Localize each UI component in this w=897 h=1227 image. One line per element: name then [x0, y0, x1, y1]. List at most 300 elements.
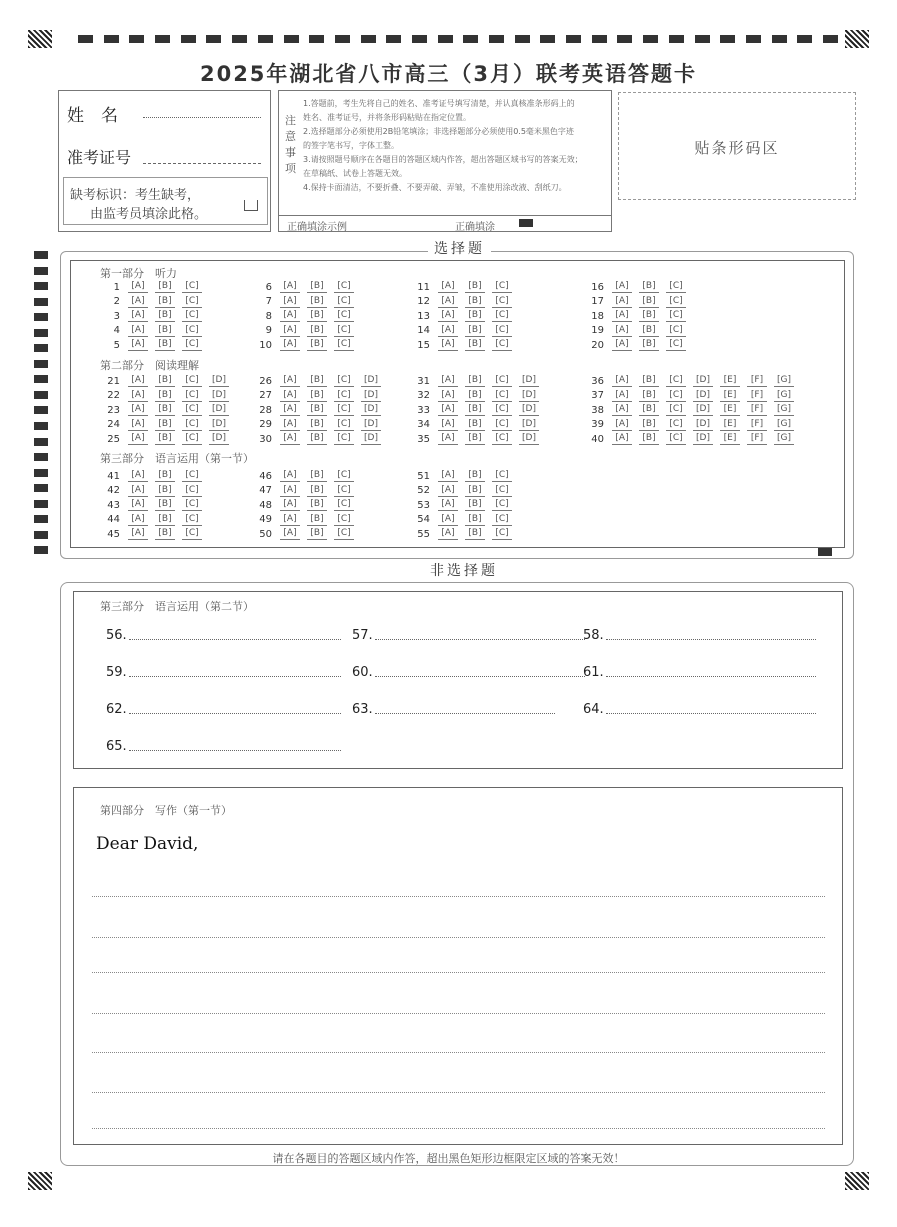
answer-bubble[interactable]: [A] — [438, 390, 458, 402]
answer-bubble[interactable]: [B] — [639, 419, 659, 431]
answer-bubble[interactable]: [A] — [438, 325, 458, 337]
answer-bubble[interactable]: [B] — [307, 339, 327, 351]
question-number: 42 — [107, 485, 120, 496]
answer-bubble[interactable]: [C] — [492, 404, 512, 416]
answer-bubble[interactable]: [A] — [438, 310, 458, 322]
blank-line — [606, 638, 816, 640]
answer-row — [100, 484, 209, 498]
answer-bubble[interactable]: [B] — [307, 390, 327, 402]
barcode-area — [618, 92, 856, 200]
answer-bubble[interactable]: [B] — [639, 375, 659, 387]
answer-bubble[interactable]: [C] — [492, 419, 512, 431]
answer-bubble[interactable]: [A] — [128, 339, 148, 351]
answer-bubble[interactable]: [C] — [492, 310, 512, 322]
answer-bubble[interactable]: [A] — [438, 296, 458, 308]
answer-bubble[interactable]: [B] — [307, 470, 327, 482]
answer-bubble[interactable]: [C] — [492, 390, 512, 402]
answer-bubble[interactable]: [E] — [720, 433, 740, 445]
answer-bubble[interactable]: [C] — [666, 281, 686, 293]
answer-bubble[interactable]: [A] — [280, 433, 300, 445]
answer-bubble[interactable]: [C] — [666, 404, 686, 416]
answer-bubble[interactable]: [A] — [438, 339, 458, 351]
question-number: 5 — [113, 339, 120, 351]
answer-bubble[interactable]: [B] — [307, 499, 327, 511]
question-number: 9 — [265, 325, 272, 336]
answer-row — [100, 280, 209, 294]
answer-bubble[interactable]: [B] — [465, 310, 485, 322]
answer-bubble[interactable]: [C] — [182, 310, 202, 322]
answer-bubble[interactable]: [A] — [128, 325, 148, 337]
answer-bubble[interactable]: [F] — [747, 390, 767, 402]
answer-bubble[interactable]: [A] — [128, 485, 148, 497]
answer-bubble[interactable]: [A] — [438, 485, 458, 497]
question-number: 19 — [591, 325, 604, 336]
answer-bubble[interactable]: [A] — [280, 485, 300, 497]
answer-bubble[interactable]: [D] — [693, 419, 713, 431]
blank-number: 63. — [352, 702, 373, 717]
answer-bubble[interactable]: [A] — [128, 499, 148, 511]
answer-bubble[interactable]: [A] — [612, 419, 632, 431]
answer-bubble[interactable]: [C] — [492, 470, 512, 482]
part4-title: 第四部分 写作（第一节） — [100, 804, 232, 817]
question-number: 27 — [259, 390, 272, 401]
answer-bubble[interactable]: [A] — [128, 390, 148, 402]
blank-answer-56[interactable] — [106, 628, 341, 643]
answer-bubble[interactable]: [C] — [492, 281, 512, 293]
answer-row — [410, 280, 519, 294]
answer-bubble[interactable]: [D] — [361, 375, 381, 387]
blank-answer-64[interactable] — [583, 702, 816, 717]
answer-bubble[interactable]: [C] — [492, 433, 512, 445]
answer-bubble[interactable]: [A] — [280, 499, 300, 511]
answer-bubble[interactable]: [B] — [307, 514, 327, 526]
answer-bubble[interactable]: [D] — [693, 390, 713, 402]
answer-bubble[interactable]: [A] — [280, 470, 300, 482]
candidate-info-box — [58, 90, 271, 232]
answer-bubble[interactable]: [A] — [280, 419, 300, 431]
answer-bubble[interactable]: [B] — [155, 514, 175, 526]
answer-bubble[interactable]: [C] — [182, 514, 202, 526]
answer-bubble[interactable]: [B] — [465, 296, 485, 308]
answer-bubble[interactable]: [C] — [666, 419, 686, 431]
answer-bubble[interactable]: [C] — [492, 499, 512, 511]
question-number: 43 — [107, 499, 120, 511]
blank-line — [129, 675, 341, 677]
answer-bubble[interactable]: [A] — [612, 390, 632, 402]
writing-line[interactable] — [92, 1052, 825, 1053]
answer-bubble[interactable]: [A] — [280, 310, 300, 322]
answer-bubble[interactable]: [A] — [128, 419, 148, 431]
answer-bubble[interactable]: [D] — [209, 404, 229, 416]
notice-line: 4.保持卡面清洁，不要折叠、不要弄破、弄皱，不准使用涂改液、刮纸刀。 — [303, 183, 567, 192]
answer-bubble[interactable]: [F] — [747, 375, 767, 387]
answer-bubble[interactable]: [B] — [639, 296, 659, 308]
exam-id-field[interactable] — [143, 163, 261, 164]
answer-bubble[interactable]: [E] — [720, 375, 740, 387]
answer-bubble[interactable]: [B] — [307, 485, 327, 497]
answer-row — [584, 374, 801, 388]
answer-bubble[interactable]: [A] — [438, 470, 458, 482]
answer-bubble[interactable]: [C] — [492, 485, 512, 497]
answer-bubble[interactable]: [D] — [209, 390, 229, 402]
blank-number: 65. — [106, 739, 127, 754]
answer-bubble[interactable]: [B] — [639, 404, 659, 416]
answer-bubble[interactable]: [A] — [280, 325, 300, 337]
blank-answer-57[interactable] — [352, 628, 585, 643]
answer-bubble[interactable]: [D] — [361, 419, 381, 431]
name-field[interactable] — [143, 117, 261, 118]
answer-row — [100, 324, 209, 338]
answer-bubble[interactable]: [A] — [438, 419, 458, 431]
answer-bubble[interactable]: [G] — [774, 419, 794, 431]
answer-bubble[interactable]: [A] — [128, 296, 148, 308]
answer-bubble[interactable]: [B] — [639, 310, 659, 322]
answer-bubble[interactable]: [A] — [128, 310, 148, 322]
answer-bubble[interactable]: [B] — [465, 375, 485, 387]
fill-example-mark — [519, 219, 533, 227]
timing-mark — [592, 35, 607, 43]
answer-row — [410, 374, 546, 388]
writing-line[interactable] — [92, 1013, 825, 1014]
answer-bubble[interactable]: [B] — [155, 325, 175, 337]
answer-bubble[interactable]: [B] — [639, 390, 659, 402]
timing-mark — [463, 35, 478, 43]
answer-bubble[interactable]: [C] — [492, 325, 512, 337]
answer-bubble[interactable]: [B] — [155, 470, 175, 482]
answer-bubble[interactable]: [C] — [334, 325, 354, 337]
answer-bubble[interactable]: [C] — [334, 339, 354, 351]
answer-bubble[interactable]: [C] — [666, 433, 686, 445]
answer-bubble[interactable]: [B] — [307, 419, 327, 431]
answer-row — [410, 324, 519, 338]
answer-bubble[interactable]: [D] — [519, 390, 539, 402]
answer-bubble[interactable]: [D] — [693, 433, 713, 445]
answer-bubble[interactable]: [B] — [307, 404, 327, 416]
answer-bubble[interactable]: [B] — [639, 339, 659, 351]
answer-bubble[interactable]: [G] — [774, 404, 794, 416]
answer-bubble[interactable]: [C] — [492, 375, 512, 387]
notice-text — [303, 97, 606, 195]
answer-bubble[interactable]: [B] — [465, 528, 485, 540]
answer-bubble[interactable]: [A] — [280, 390, 300, 402]
answer-bubble[interactable]: [B] — [307, 528, 327, 540]
answer-bubble[interactable]: [B] — [155, 419, 175, 431]
answer-bubble[interactable]: [A] — [280, 404, 300, 416]
answer-bubble[interactable]: [B] — [307, 375, 327, 387]
answer-bubble[interactable]: [C] — [334, 433, 354, 445]
answer-bubble[interactable]: [B] — [155, 375, 175, 387]
answer-row — [100, 498, 209, 512]
question-number: 14 — [417, 325, 430, 336]
answer-bubble[interactable]: [C] — [666, 296, 686, 308]
answer-row — [252, 432, 388, 446]
answer-bubble[interactable]: [E] — [720, 419, 740, 431]
answer-bubble[interactable]: [A] — [280, 296, 300, 308]
answer-bubble[interactable]: [C] — [334, 390, 354, 402]
answer-bubble[interactable]: [B] — [639, 325, 659, 337]
question-number: 17 — [591, 296, 604, 307]
answer-bubble[interactable]: [B] — [307, 281, 327, 293]
answer-bubble[interactable]: [C] — [182, 339, 202, 351]
writing-line[interactable] — [92, 972, 825, 973]
answer-bubble[interactable]: [C] — [666, 339, 686, 351]
blank-answer-65[interactable] — [106, 739, 341, 754]
answer-bubble[interactable]: [C] — [492, 339, 512, 351]
answer-bubble[interactable]: [G] — [774, 375, 794, 387]
answer-bubble[interactable]: [A] — [612, 339, 632, 351]
answer-bubble[interactable]: [A] — [438, 514, 458, 526]
answer-bubble[interactable]: [C] — [334, 281, 354, 293]
answer-bubble[interactable]: [C] — [334, 470, 354, 482]
answer-bubble[interactable]: [C] — [334, 485, 354, 497]
answer-bubble[interactable]: [B] — [155, 499, 175, 511]
answer-bubble[interactable]: [B] — [307, 325, 327, 337]
answer-row — [252, 280, 361, 294]
question-number: 23 — [107, 404, 120, 416]
question-number: 2 — [113, 296, 120, 307]
timing-mark — [34, 469, 48, 477]
timing-mark — [540, 35, 555, 43]
answer-bubble[interactable]: [B] — [155, 281, 175, 293]
answer-bubble[interactable]: [B] — [465, 499, 485, 511]
question-number: 53 — [417, 499, 430, 511]
blank-line — [375, 638, 585, 640]
answer-bubble[interactable]: [A] — [438, 499, 458, 511]
timing-mark — [720, 35, 735, 43]
answer-row — [410, 469, 519, 483]
timing-mark — [34, 267, 48, 275]
answer-bubble[interactable]: [C] — [182, 296, 202, 308]
timing-mark — [284, 35, 299, 43]
answer-bubble[interactable]: [B] — [155, 339, 175, 351]
answer-bubble[interactable]: [E] — [720, 390, 740, 402]
answer-row — [584, 338, 693, 352]
answer-bubble[interactable]: [A] — [128, 404, 148, 416]
subjective-section-title: 非选择题 — [424, 560, 504, 580]
question-number: 45 — [107, 528, 120, 540]
blank-answer-61[interactable] — [583, 665, 816, 680]
answer-bubble[interactable]: [C] — [334, 419, 354, 431]
answer-bubble[interactable]: [B] — [465, 419, 485, 431]
answer-bubble[interactable]: [B] — [155, 390, 175, 402]
answer-bubble[interactable]: [C] — [182, 404, 202, 416]
answer-bubble[interactable]: [D] — [361, 404, 381, 416]
answer-bubble[interactable]: [A] — [612, 281, 632, 293]
answer-bubble[interactable]: [A] — [280, 339, 300, 351]
blank-answer-63[interactable] — [352, 702, 555, 717]
blank-answer-58[interactable] — [583, 628, 816, 643]
answer-bubble[interactable]: [A] — [128, 433, 148, 445]
answer-bubble[interactable]: [B] — [465, 390, 485, 402]
absence-note-line1: 缺考标识：考生缺考， — [70, 188, 201, 203]
answer-bubble[interactable]: [B] — [465, 433, 485, 445]
answer-bubble[interactable]: [A] — [438, 528, 458, 540]
answer-bubble[interactable]: [D] — [519, 404, 539, 416]
answer-bubble[interactable]: [C] — [182, 419, 202, 431]
answer-bubble[interactable]: [B] — [465, 404, 485, 416]
answer-bubble[interactable]: [A] — [280, 514, 300, 526]
answer-bubble[interactable]: [A] — [612, 433, 632, 445]
answer-bubble[interactable]: [C] — [182, 433, 202, 445]
answer-bubble[interactable]: [F] — [747, 404, 767, 416]
answer-bubble[interactable]: [D] — [519, 433, 539, 445]
answer-bubble[interactable]: [C] — [492, 514, 512, 526]
answer-bubble[interactable]: [A] — [128, 470, 148, 482]
notice-line: 2.选择题部分必须使用2B铅笔填涂；非选择题部分必须使用0.5毫米黑色字迹 — [303, 127, 574, 136]
writing-line[interactable] — [92, 937, 825, 938]
answer-bubble[interactable]: [D] — [361, 390, 381, 402]
blank-answer-59[interactable] — [106, 665, 341, 680]
answer-row — [410, 418, 546, 432]
answer-row — [100, 389, 236, 403]
answer-bubble[interactable]: [C] — [182, 390, 202, 402]
writing-line[interactable] — [92, 1092, 825, 1093]
timing-mark — [34, 329, 48, 337]
answer-bubble[interactable]: [B] — [639, 281, 659, 293]
answer-bubble[interactable]: [C] — [334, 310, 354, 322]
timing-mark — [34, 484, 48, 492]
answer-bubble[interactable]: [B] — [155, 404, 175, 416]
writing-line[interactable] — [92, 1128, 825, 1129]
registration-mark-top-left — [28, 30, 52, 48]
answer-bubble[interactable]: [C] — [492, 296, 512, 308]
answer-bubble[interactable]: [B] — [307, 433, 327, 445]
answer-bubble[interactable]: [A] — [438, 281, 458, 293]
answer-bubble[interactable]: [C] — [182, 325, 202, 337]
question-number: 26 — [259, 375, 272, 387]
barcode-label: 贴条形码区 — [694, 139, 780, 157]
answer-bubble[interactable]: [A] — [438, 404, 458, 416]
answer-bubble[interactable]: [A] — [128, 281, 148, 293]
answer-bubble[interactable]: [A] — [128, 375, 148, 387]
answer-bubble[interactable]: [B] — [465, 470, 485, 482]
answer-bubble[interactable]: [D] — [693, 375, 713, 387]
answer-bubble[interactable]: [G] — [774, 390, 794, 402]
answer-row — [252, 389, 388, 403]
answer-bubble[interactable]: [C] — [182, 499, 202, 511]
writing-line[interactable] — [92, 896, 825, 897]
answer-bubble[interactable]: [C] — [334, 514, 354, 526]
question-number: 54 — [417, 514, 430, 525]
blank-line — [129, 638, 341, 640]
answer-bubble[interactable]: [C] — [182, 485, 202, 497]
answer-bubble[interactable]: [B] — [155, 433, 175, 445]
answer-bubble[interactable]: [B] — [465, 485, 485, 497]
answer-bubble[interactable]: [A] — [612, 375, 632, 387]
answer-bubble[interactable]: [C] — [182, 470, 202, 482]
answer-bubble[interactable]: [C] — [334, 499, 354, 511]
timing-mark — [34, 515, 48, 523]
timing-mark — [34, 500, 48, 508]
notice-box — [278, 90, 612, 232]
answer-bubble[interactable]: [G] — [774, 433, 794, 445]
answer-bubble[interactable]: [B] — [307, 310, 327, 322]
answer-bubble[interactable]: [A] — [280, 375, 300, 387]
blank-answer-62[interactable] — [106, 702, 341, 717]
answer-bubble[interactable]: [D] — [519, 375, 539, 387]
answer-row — [252, 527, 361, 541]
question-number: 32 — [417, 390, 430, 401]
answer-bubble[interactable]: [B] — [465, 325, 485, 337]
timing-mark — [34, 546, 48, 554]
question-number: 22 — [107, 390, 120, 401]
answer-bubble[interactable]: [E] — [720, 404, 740, 416]
answer-bubble[interactable]: [A] — [128, 528, 148, 540]
answer-row — [100, 309, 209, 323]
answer-bubble[interactable]: [F] — [747, 419, 767, 431]
answer-bubble[interactable]: [C] — [666, 375, 686, 387]
answer-bubble[interactable]: [D] — [693, 404, 713, 416]
answer-bubble[interactable]: [A] — [612, 404, 632, 416]
notice-line: 的签字笔书写，字体工整。 — [303, 141, 399, 150]
question-number: 52 — [417, 485, 430, 496]
answer-bubble[interactable]: [A] — [612, 296, 632, 308]
timing-mark — [489, 35, 504, 43]
answer-bubble[interactable]: [D] — [209, 433, 229, 445]
notice-side-label: 注意事项 — [285, 114, 296, 175]
answer-bubble[interactable]: [A] — [612, 310, 632, 322]
answer-bubble[interactable]: [C] — [182, 281, 202, 293]
answer-bubble[interactable]: [C] — [334, 375, 354, 387]
timing-mark — [34, 406, 48, 414]
answer-bubble[interactable]: [B] — [465, 339, 485, 351]
answer-bubble[interactable]: [C] — [492, 528, 512, 540]
timing-mark — [823, 35, 838, 43]
answer-bubble[interactable]: [C] — [666, 325, 686, 337]
answer-row — [584, 295, 693, 309]
answer-bubble[interactable]: [C] — [182, 528, 202, 540]
answer-bubble[interactable]: [C] — [334, 296, 354, 308]
answer-bubble[interactable]: [A] — [438, 375, 458, 387]
answer-bubble[interactable]: [B] — [155, 310, 175, 322]
timing-mark — [34, 344, 48, 352]
answer-bubble[interactable]: [A] — [280, 528, 300, 540]
answer-bubble[interactable]: [C] — [182, 375, 202, 387]
answer-bubble[interactable]: [B] — [639, 433, 659, 445]
answer-bubble[interactable]: [B] — [155, 485, 175, 497]
answer-bubble[interactable]: [C] — [666, 390, 686, 402]
timing-mark — [206, 35, 221, 43]
blank-number: 56. — [106, 628, 127, 643]
answer-bubble[interactable]: [C] — [334, 528, 354, 540]
part2-title: 第二部分 阅读理解 — [100, 359, 199, 372]
answer-bubble[interactable]: [A] — [280, 281, 300, 293]
answer-bubble[interactable]: [C] — [666, 310, 686, 322]
answer-bubble[interactable]: [A] — [612, 325, 632, 337]
answer-bubble[interactable]: [B] — [155, 296, 175, 308]
answer-bubble[interactable]: [A] — [128, 514, 148, 526]
answer-bubble[interactable]: [A] — [438, 433, 458, 445]
absence-checkbox[interactable] — [244, 200, 258, 211]
answer-bubble[interactable]: [D] — [519, 419, 539, 431]
answer-bubble[interactable]: [D] — [209, 419, 229, 431]
question-number: 34 — [417, 419, 430, 430]
blank-number: 64. — [583, 702, 604, 717]
timing-mark — [181, 35, 196, 43]
timing-mark — [34, 422, 48, 430]
timing-mark — [643, 35, 658, 43]
answer-bubble[interactable]: [B] — [307, 296, 327, 308]
letter-greeting: Dear David, — [96, 834, 199, 854]
answer-bubble[interactable]: [C] — [334, 404, 354, 416]
blank-answer-60[interactable] — [352, 665, 585, 680]
answer-bubble[interactable]: [B] — [465, 514, 485, 526]
answer-bubble[interactable]: [F] — [747, 433, 767, 445]
answer-bubble[interactable]: [D] — [361, 433, 381, 445]
answer-bubble[interactable]: [B] — [465, 281, 485, 293]
answer-bubble[interactable]: [D] — [209, 375, 229, 387]
answer-bubble[interactable]: [B] — [155, 528, 175, 540]
